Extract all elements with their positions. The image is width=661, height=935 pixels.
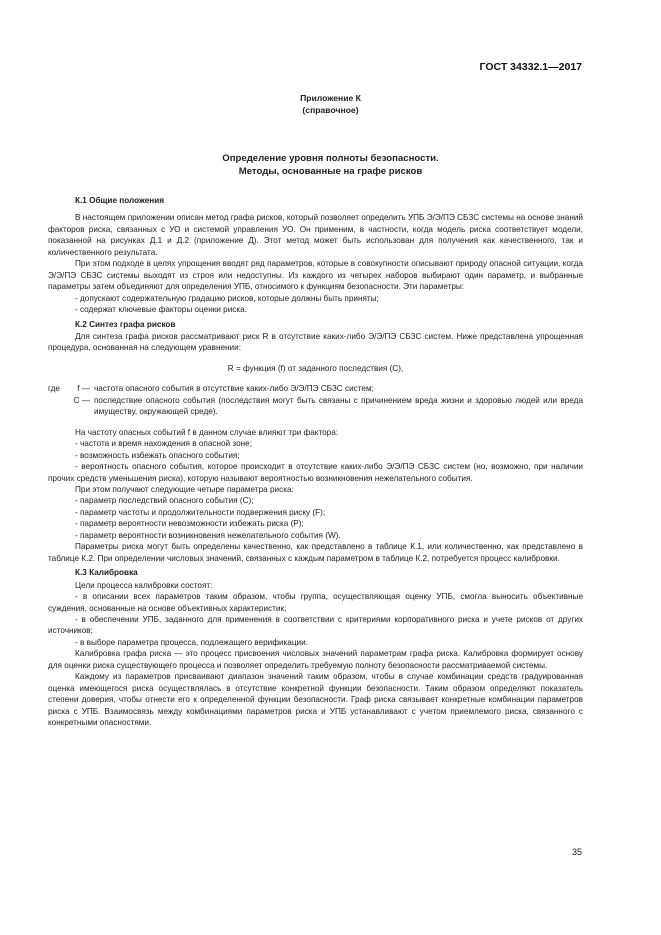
paragraph: На частоту опасных событий f в данном случае влияют три фактора: xyxy=(75,427,339,437)
paragraph: Каждому из параметров присваивают диапазон значений таким образом, чтобы в случае комбинации средств градуированная оценка имеющегося риска осуществлялась в отсутствие конкретной функции безопасности. Таким образом определяют показатель степени доверия, чтобы отнести его к определенной функции безопасности. Граф риска связывает конкретные комбинации параметров риска с УПБ. Взаимосвязь между комбинациями параметров риска и УПБ устанавливают с учетом приемлемого риска, связанного с конкретными опасностями. xyxy=(48,672,583,728)
formula: R = функция (f) от заданного последствия (С), xyxy=(227,363,404,373)
body-text xyxy=(48,195,583,728)
list-item: - параметр вероятности невозможности избежать риска (Р); xyxy=(75,519,304,529)
definition-text: последствие опасного события (последствия могут быть связаны с причинением вреда жизни и здоровью людей или вреда имуществу, окружающей среде). xyxy=(94,395,583,417)
list-item: - допускают содержательную градацию рисков, которые должны быть приняты; xyxy=(75,293,379,303)
symbol-f: f — xyxy=(77,384,90,394)
paragraph: Для синтеза графа рисков рассматривают риск R в отсутствие каких-либо Э/Э/ПЭ СБЗС систем. Ниже представлена упрощенная процедура, основанная на следующем уравнении: xyxy=(48,331,583,353)
list-item: - возможность избежать опасного события; xyxy=(75,450,240,460)
definition-c xyxy=(48,395,583,418)
where-label: где xyxy=(48,384,60,394)
appendix-type: (справочное) xyxy=(302,105,359,115)
page-number: 35 xyxy=(571,847,582,857)
list-item: - параметр частоты и продолжительности подвержения риску (F); xyxy=(75,507,326,517)
paragraph: В настоящем приложении описан метод графа рисков, который позволяет определить УПБ Э/Э/ПЭ СБЗС системы на основе знаний факторов риска, связанных с УО и системой управления УО. Он применим, в частности, когда модель риска соответствует модели, показанной на рисунках Д.1 и Д.2 (приложение Д). Этот метод может быть использован для получения как качественного, так и количественного результата. xyxy=(48,213,583,257)
title-line-1: Определение уровня полноты безопасности. xyxy=(222,153,439,164)
list-item: - содержат ключевые факторы оценки риска. xyxy=(75,305,247,315)
list-item: - в обеспечении УПБ, заданного для применения в соответствии с критериями корпоративного риска и учете рисков от других источников; xyxy=(48,614,583,636)
section-heading-k3: К.3 Калибровка xyxy=(75,568,138,578)
definition-f xyxy=(48,383,583,394)
paragraph: Параметры риска могут быть определены качественно, как представлено в таблице К.1, или количественно, как представлено в таблице К.2. При определении числовых значений, связанных с каждым параметром в таблице К.2, потребуется процесс калибровки. xyxy=(48,542,583,563)
title-line-2: Методы, основанные на графе рисков xyxy=(238,166,423,177)
section-heading-k1: К.1 Общие положения xyxy=(75,196,165,205)
list-item: - параметр вероятности возникновения нежелательного события (W). xyxy=(75,530,341,540)
list-item: - частота и время нахождения в опасной зоне; xyxy=(75,439,252,449)
list-item: - в описании всех параметров таким образом, чтобы группа, осуществляющая оценку УПБ, смогла выносить объективные суждения, основанные на основе объективных характеристик; xyxy=(48,592,583,613)
list-item: - параметр последствий опасного события (С); xyxy=(75,496,254,506)
appendix-label: Приложение К xyxy=(300,93,361,103)
definitions xyxy=(48,383,583,417)
paragraph: Цели процесса калибровки состоят: xyxy=(75,580,213,590)
section-heading-k2: К.2 Синтез графа рисков xyxy=(75,319,176,329)
paragraph: Калибровка графа риска — это процесс присвоения числовых значений параметрам графа риска. Калибровка формирует основу для оценки риска существующего процесса и позволяет определить требуемую полноту безопасности рассматриваемой системы. xyxy=(48,649,583,670)
document-title xyxy=(0,152,661,178)
appendix-heading xyxy=(0,92,661,116)
standard-number: ГОСТ 34332.1—2017 xyxy=(479,61,582,73)
paragraph: При этом получают следующие четыре параметра риска: xyxy=(75,484,294,494)
paragraph: При этом подходе в целях упрощения вводят ряд параметров, которые в совокупности описывают природу опасной ситуации, когда Э/Э/ПЭ СБЗС системы выходят из строя или недоступны. Из каждого из четырех наборов выбирают один параметр, и выбранные параметры затем объединяют для определения УПБ, относимого к функциям безопасности. Эти параметры: xyxy=(48,259,583,292)
list-item: - вероятность опасного события, которое происходит в отсутствие каких-либо Э/Э/ПЭ СБЗС систем (но, возможно, при наличии прочих средств уменьшения риска), которую называют вероятностью возникновения нежелательного события. xyxy=(48,462,583,483)
list-item: - в выборе параметра процесса, подлежащего верификации. xyxy=(75,637,308,647)
definition-text: частота опасного события в отсутствие каких-либо Э/Э/ПЭ СБЗС систем; xyxy=(94,384,374,394)
symbol-c: С — xyxy=(73,395,90,405)
